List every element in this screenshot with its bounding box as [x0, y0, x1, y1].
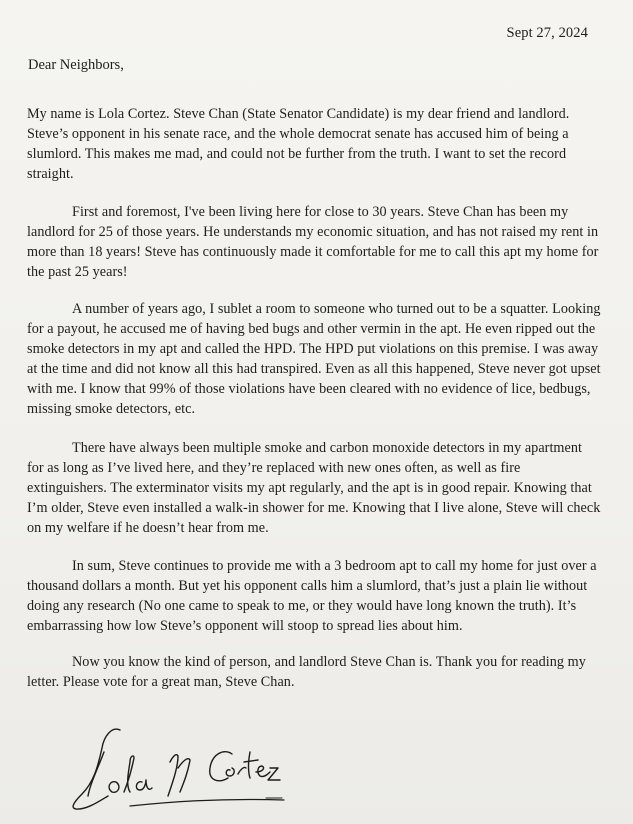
- handwritten-signature: [68, 722, 298, 814]
- paragraph-squatter: A number of years ago, I sublet a room to someone who turned out to be a squatter. Looking for a payout, he accused me of having bed bugs and other vermin in the apt. He even ripped out the smoke detectors in my apt and called the HPD. The HPD put violations on this premise. I was away at the time and did not know all this had transpired. Even as all this happened, Steve never got upset with me. I know that 99% of those violations have been cleared with no evidence of lice, bedbugs, missing smoke detectors, etc.: [27, 301, 601, 417]
- paragraph-safety: There have always been multiple smoke and carbon monoxide detectors in my apartment for as long as I’ve lived here, and they’re replaced with new ones often, as well as fire extinguishers. The exterminator visits my apt regularly, and the apt is in good repair. Knowing that I’m older, Steve even installed a walk-in shower for me. Knowing that I live alone, Steve will check on my welfare if he doesn’t hear from me.: [27, 440, 601, 536]
- salutation: Dear Neighbors,: [28, 57, 124, 73]
- paragraph-closing: Now you know the kind of person, and landlord Steve Chan is. Thank you for reading my letter. Please vote for a great man, Steve Chan.: [27, 654, 586, 690]
- letter-date: Sept 27, 2024: [506, 25, 588, 41]
- paragraph-introduction: My name is Lola Cortez. Steve Chan (State Senator Candidate) is my dear friend and landlord. Steve’s opponent in his senate race, and the whole democrat senate has accused him of being a slumlord. This makes me mad, and could not be further from the truth. I want to set the record straight.: [27, 106, 570, 182]
- paragraph-summary: In sum, Steve continues to provide me with a 3 bedroom apt to call my home for just over a thousand dollars a month. But yet his opponent calls him a slumlord, that’s just a plain lie without doing any research (No one came to speak to me, or they would have long known the truth). It’s embarrassing how low Steve’s opponent will stoop to spread lies about him.: [27, 558, 597, 634]
- paragraph-tenancy: First and foremost, I've been living here for close to 30 years. Steve Chan has been my landlord for 25 of those years. He understands my economic situation, and has not raised my rent in more than 18 years! Steve has continuously made it comfortable for me to call this apt my home for the past 25 years!: [27, 204, 599, 280]
